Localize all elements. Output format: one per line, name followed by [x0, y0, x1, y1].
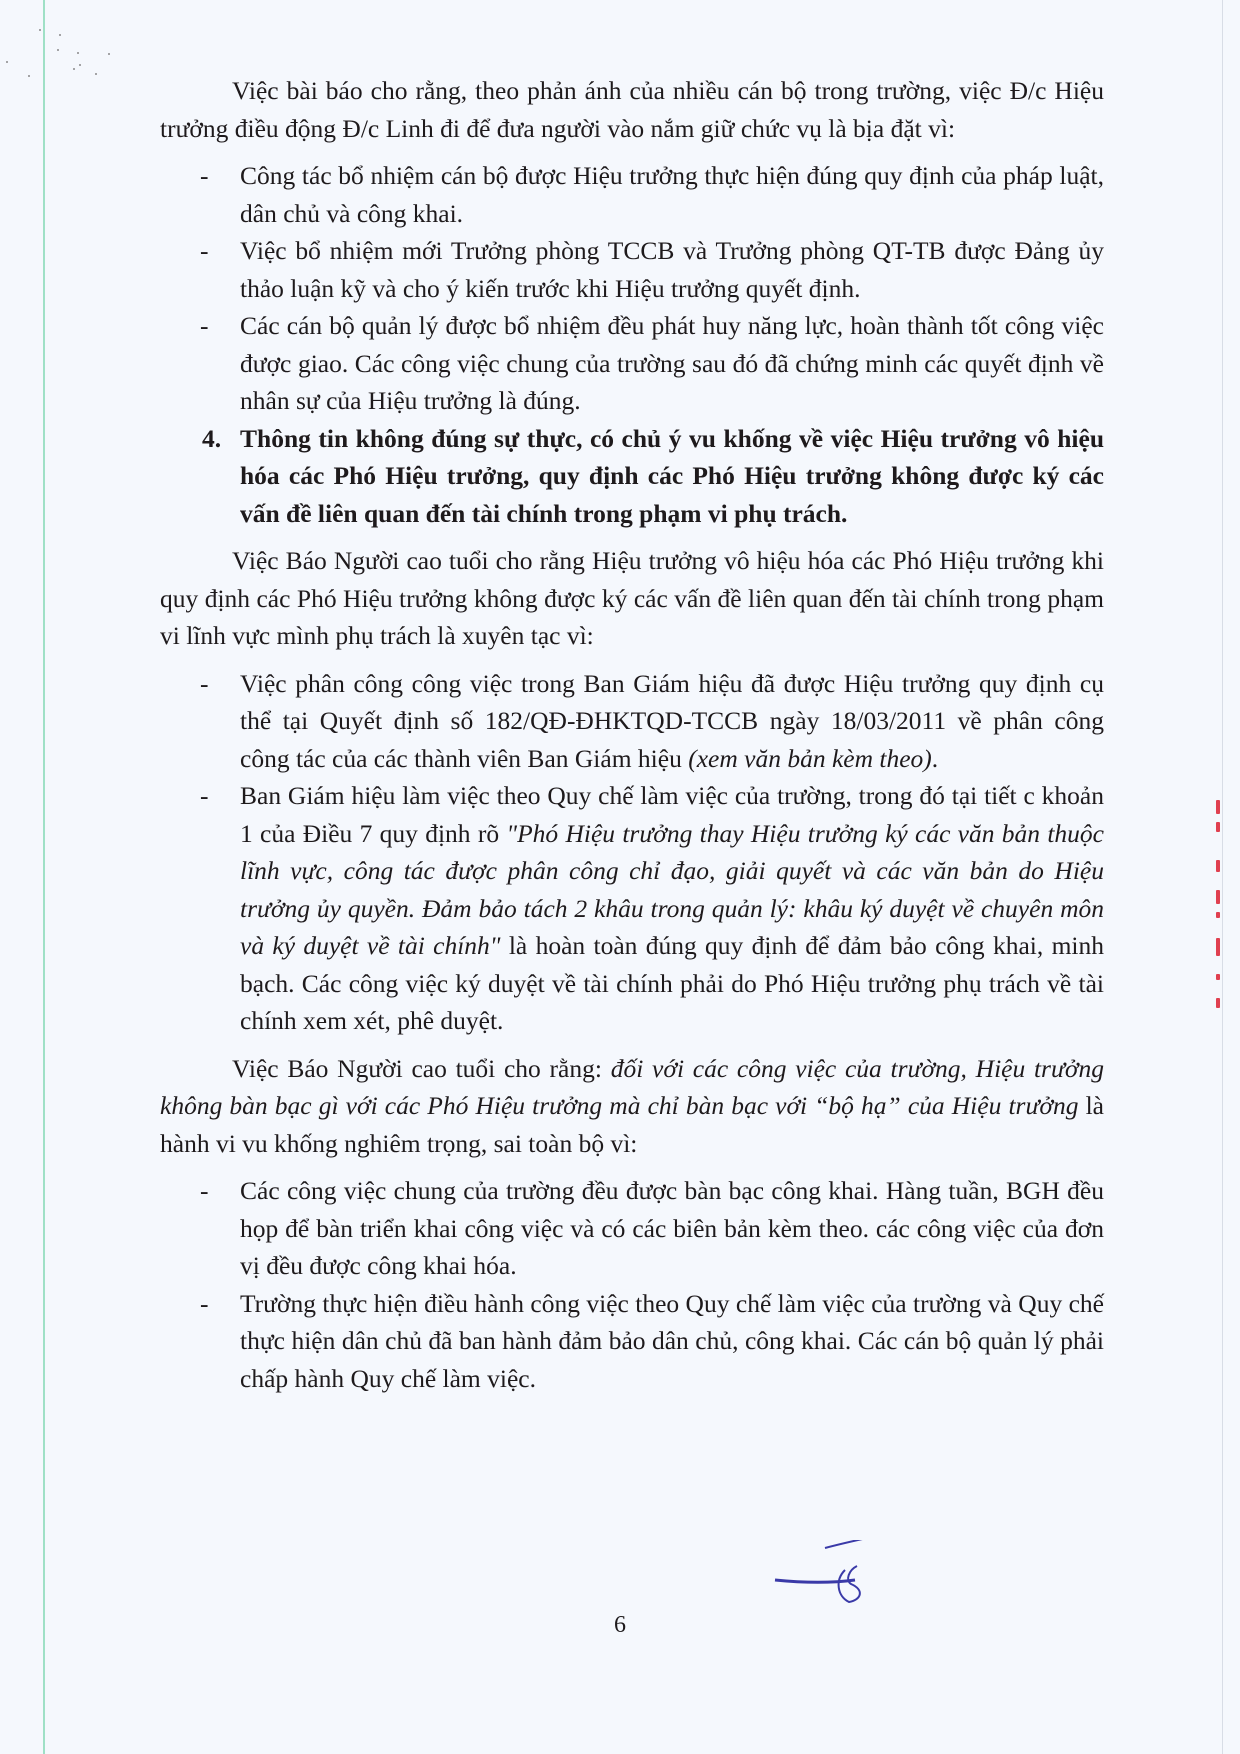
signature-initials: [765, 1540, 925, 1610]
paragraph-3: Việc Báo Người cao tuổi cho rằng: đối với các công việc của trường, Hiệu trưởng không bàn bạc gì với các Phó Hiệu trưởng mà chỉ bàn bạc với “bộ hạ” của Hiệu trưởng là hành vi vu khống nghiêm trọng, sai toàn bộ vì:: [160, 1053, 1104, 1158]
bullet-list-3: [160, 1172, 1104, 1397]
section-title: Thông tin không đúng sự thực, có chủ ý vu khống về việc Hiệu trưởng vô hiệu hóa các Phó Hiệu trưởng, quy định các Phó Hiệu trưởng không được ký các vấn đề liên quan đến tài chính trong phạm vi phụ trách.: [240, 423, 1104, 528]
list-item: - Trường thực hiện điều hành công việc theo Quy chế làm việc của trường và Quy chế thực hiện dân chủ đã ban hành đảm bảo dân chủ, công khai. Các cán bộ quản lý phải chấp hành Quy chế làm việc.: [200, 1288, 1104, 1393]
bullet-list-1: [160, 157, 1104, 420]
paragraph-1: Việc bài báo cho rằng, theo phản ánh của nhiều cán bộ trong trường, việc Đ/c Hiệu trưởng điều động Đ/c Linh đi để đưa người vào nắm giữ chức vụ là bịa đặt vì:: [160, 76, 1104, 143]
list-item: - Các cán bộ quản lý được bổ nhiệm đều phát huy năng lực, hoàn thành tốt công việc được giao. Các công việc chung của trường sau đó đã chứng minh các quyết định về nhân sự của Hiệu trưởng là đúng.: [200, 311, 1104, 415]
stamp-marks: [1210, 800, 1232, 1020]
list-item: - Công tác bổ nhiệm cán bộ được Hiệu trưởng thực hiện đúng quy định của pháp luật, dân chủ và công khai.: [200, 161, 1104, 228]
list-item: - Các công việc chung của trường đều được bàn bạc công khai. Hàng tuần, BGH đều họp để bàn triển khai công việc và có các biên bản kèm theo. các công việc của đơn vị đều được công khai hóa.: [200, 1176, 1104, 1280]
section-heading-4: [160, 420, 1104, 533]
list-item: - Ban Giám hiệu làm việc theo Quy chế làm việc của trường, trong đó tại tiết c khoản 1 của Điều 7 quy định rõ "Phó Hiệu trưởng thay Hiệu trưởng ký các văn bản thuộc lĩnh vực, công tác được phân công chỉ đạo, giải quyết và các văn bản do Hiệu trưởng ủy quyền. Đảm bảo tách 2 khâu trong quản lý: khâu ký duyệt về chuyên môn và ký duyệt về tài chính" là hoàn toàn đúng quy định để đảm bảo công khai, minh bạch. Các công việc ký duyệt về tài chính phải do Phó Hiệu trưởng phụ trách về tài chính xem xét, phê duyệt.: [200, 781, 1105, 1035]
margin-rule: [43, 0, 45, 1754]
list-item: - Việc bổ nhiệm mới Trưởng phòng TCCB và Trưởng phòng QT-TB được Đảng ủy thảo luận kỹ và cho ý kiến trước khi Hiệu trưởng quyết định.: [200, 236, 1104, 303]
scan-specks: [0, 0, 160, 100]
bullet-list-2: [160, 665, 1104, 1040]
paragraph-2: Việc Báo Người cao tuổi cho rằng Hiệu trưởng vô hiệu hóa các Phó Hiệu trưởng khi quy định các Phó Hiệu trưởng không được ký các vấn đề liên quan đến tài chính trong phạm vi lĩnh vực mình phụ trách là xuyên tạc vì:: [160, 546, 1104, 650]
section-number: 4.: [202, 423, 222, 453]
list-item: - Việc phân công công việc trong Ban Giám hiệu đã được Hiệu trưởng quy định cụ thể tại Quyết định số 182/QĐ-ĐHKTQD-TCCB ngày 18/03/2011 về phân công công tác của các thành viên Ban Giám hiệu (xem văn bản kèm theo).: [200, 668, 1104, 773]
page-number: 6: [614, 1612, 626, 1638]
document-body: [160, 72, 1104, 1397]
